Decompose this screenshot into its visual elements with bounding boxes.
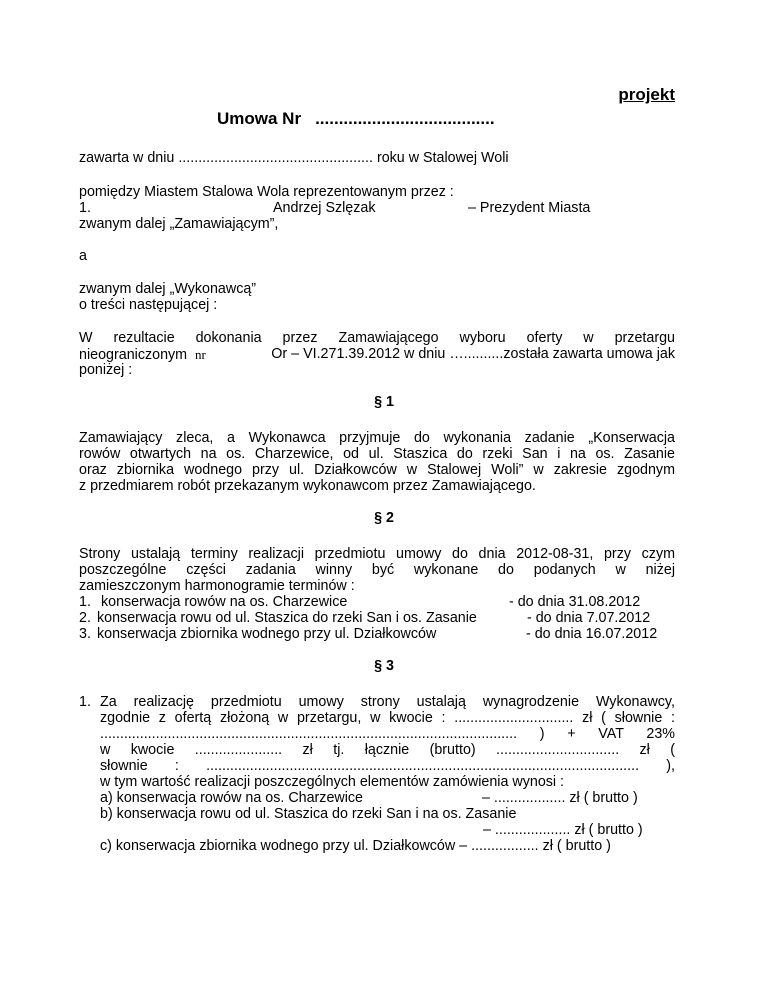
amount-item-a-value: – .................. zł ( brutto ) <box>482 790 638 806</box>
projekt-label: projekt <box>618 85 675 104</box>
result-line-3: poniżej : <box>79 362 133 378</box>
section-2-line-1: Strony ustalają terminy realizacji przedmiotu umowy do dnia 2012-08-31, przy czym <box>79 546 675 562</box>
called-contractor-line: zwanym dalej „Wykonawcą” <box>79 281 257 297</box>
section-3-number: 1. <box>79 694 91 710</box>
section-2-line-3: zamieszczonym harmonogramie terminów : <box>79 578 355 594</box>
amount-item-c: c) konserwacja zbiornika wodnego przy ul. Działkowców – ................. zł ( brutto ) <box>100 838 611 854</box>
nr-abbrev: nr <box>195 347 206 362</box>
schedule-item: 3. konserwacja zbiornika wodnego przy ul. Działkowców <box>79 626 437 642</box>
section-3-line-6: w tym wartość realizacji poszczególnych elementów zamówienia wynosi : <box>100 774 565 790</box>
result-line-2-start: nieograniczonym nr <box>79 347 206 363</box>
rep-role: – Prezydent Miasta <box>468 200 591 216</box>
section-2-line-2: poszczególne części zadania winny być wykonane do podanych w niżej <box>79 562 675 578</box>
section-3-heading: § 3 <box>374 658 394 674</box>
rep-name: Andrzej Szlęzak <box>273 200 376 216</box>
section-1-line-3: oraz zbiornika wodnego przy ul. Działkowców w Stalowej Woli” w zakresie zgodnym <box>79 462 675 478</box>
called-ordering-line: zwanym dalej „Zamawiającym”, <box>79 216 279 232</box>
section-3-line-1: Za realizację przedmiotu umowy strony ustalają wynagrodzenie Wykonawcy, <box>100 694 675 710</box>
rep-number: 1. <box>79 200 91 216</box>
content-line: o treści następującej : <box>79 297 218 313</box>
and-line: a <box>79 248 87 264</box>
amount-item-a: a) konserwacja rowów na os. Charzewice <box>100 790 364 806</box>
schedule-item-date: - do dnia 7.07.2012 <box>527 610 651 626</box>
section-1-line-4: z przedmiarem robót przekazanym wykonawcom przez Zamawiającego. <box>79 478 536 494</box>
section-3-line-2: zgodnie z ofertą złożoną w przetargu, w kwocie : .............................. zł ( słownie : <box>100 710 675 726</box>
result-line-2-end: Or – VI.271.39.2012 w dniu …..........została zawarta umowa jak <box>271 346 675 362</box>
section-1-line-2: rowów otwartych na os. Charzewice, od ul. Staszica do rzeki San i na os. Zasanie <box>79 446 675 462</box>
concluded-line: zawarta w dniu ................................................. roku w Stalowej Woli <box>79 150 509 166</box>
schedule-item: 2. konserwacja rowu od ul. Staszica do rzeki San i os. Zasanie <box>79 610 477 626</box>
amount-item-b-value: – ................... zł ( brutto ) <box>483 822 643 838</box>
schedule-item: 1. konserwacja rowów na os. Charzewice <box>79 594 348 610</box>
result-line-2 <box>79 346 675 364</box>
schedule-item-date: - do dnia 31.08.2012 <box>509 594 641 610</box>
contract-number-dots: ...................................... <box>315 109 495 128</box>
section-3-line-3: ......................................................................................................... ) + VAT 23% <box>100 726 675 742</box>
section-3-line-4: w kwocie ...................... zł tj. łącznie (brutto) ............................... zł ( <box>100 742 675 758</box>
result-line-1: W rezultacie dokonania przez Zamawiającego wyboru oferty w przetargu <box>79 330 675 346</box>
section-1-heading: § 1 <box>374 394 394 410</box>
between-line: pomiędzy Miastem Stalowa Wola reprezentowanym przez : <box>79 184 454 200</box>
amount-item-b: b) konserwacja rowu od ul. Staszica do rzeki San i na os. Zasanie <box>100 806 517 822</box>
section-1-line-1: Zamawiający zleca, a Wykonawca przyjmuje do wykonania zadanie „Konserwacja <box>79 430 675 446</box>
section-3-line-5: słownie : ............................................................................................................. ), <box>100 758 675 774</box>
contract-title-text: Umowa Nr <box>217 109 302 128</box>
section-2-heading: § 2 <box>374 510 394 526</box>
contract-title <box>217 110 495 127</box>
schedule-item-date: - do dnia 16.07.2012 <box>526 626 658 642</box>
